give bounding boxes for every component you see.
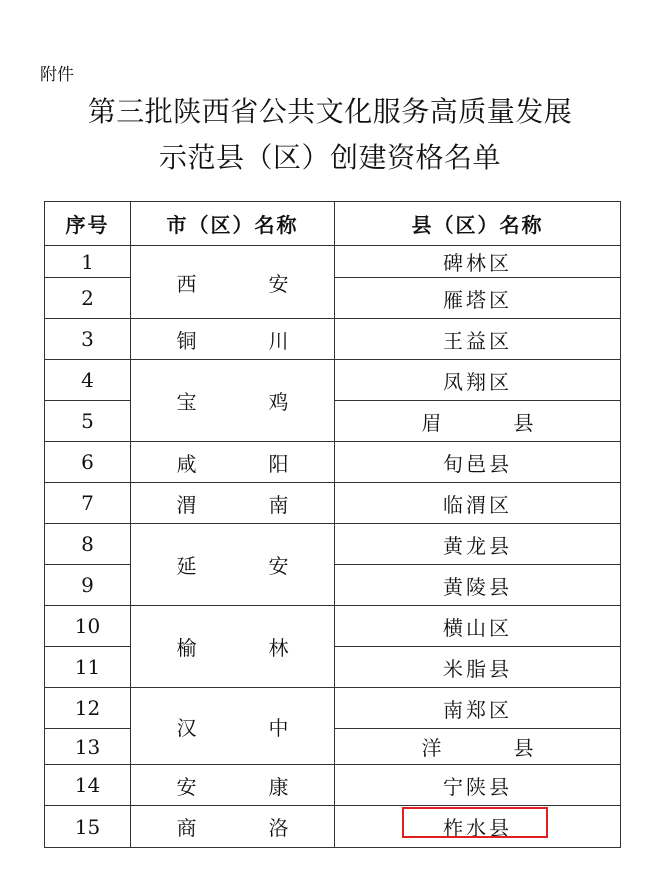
city-name: 渭 南 xyxy=(131,483,335,524)
row-number: 4 xyxy=(45,360,131,401)
attachment-label: 附件 xyxy=(40,65,74,85)
row-number: 11 xyxy=(45,647,131,688)
city-name: 延 安 xyxy=(131,524,335,606)
row-number: 7 xyxy=(45,483,131,524)
qualification-list-table xyxy=(44,201,621,848)
table-row xyxy=(45,524,621,565)
row-number: 5 xyxy=(45,401,131,442)
header-county: 县（区）名称 xyxy=(335,202,621,246)
county-name: 黄龙县 xyxy=(335,524,621,565)
county-name: 南郑区 xyxy=(335,688,621,729)
city-name: 汉 中 xyxy=(131,688,335,765)
row-number: 10 xyxy=(45,606,131,647)
county-name: 凤翔区 xyxy=(335,360,621,401)
county-name: 米脂县 xyxy=(335,647,621,688)
county-name: 洋 县 xyxy=(335,729,621,765)
row-number: 9 xyxy=(45,565,131,606)
row-number: 1 xyxy=(45,246,131,278)
city-name: 铜 川 xyxy=(131,319,335,360)
table-header-row xyxy=(45,202,621,246)
row-number: 13 xyxy=(45,729,131,765)
city-name: 宝 鸡 xyxy=(131,360,335,442)
county-name: 横山区 xyxy=(335,606,621,647)
county-name: 碑林区 xyxy=(335,246,621,278)
table-row xyxy=(45,483,621,524)
table-row xyxy=(45,319,621,360)
row-number: 3 xyxy=(45,319,131,360)
county-name: 宁陕县 xyxy=(335,765,621,806)
county-name: 旬邑县 xyxy=(335,442,621,483)
row-number: 8 xyxy=(45,524,131,565)
table-row xyxy=(45,765,621,806)
highlight-box xyxy=(402,807,548,838)
city-name: 商 洛 xyxy=(131,806,335,848)
county-name: 雁塔区 xyxy=(335,278,621,319)
city-name: 咸 阳 xyxy=(131,442,335,483)
city-name: 安 康 xyxy=(131,765,335,806)
county-name: 黄陵县 xyxy=(335,565,621,606)
header-number: 序号 xyxy=(45,202,131,246)
row-number: 2 xyxy=(45,278,131,319)
county-name: 临渭区 xyxy=(335,483,621,524)
county-name: 王益区 xyxy=(335,319,621,360)
table-row xyxy=(45,246,621,278)
page-title-line-2: 示范县（区）创建资格名单 xyxy=(158,141,501,174)
city-name: 榆 林 xyxy=(131,606,335,688)
table-row xyxy=(45,688,621,729)
row-number: 6 xyxy=(45,442,131,483)
table-row xyxy=(45,442,621,483)
county-name: 柞水县 xyxy=(335,806,621,848)
page-title-line-1: 第三批陕西省公共文化服务高质量发展 xyxy=(87,95,573,128)
city-name: 西 安 xyxy=(131,246,335,319)
county-name: 眉 县 xyxy=(335,401,621,442)
row-number: 12 xyxy=(45,688,131,729)
header-city: 市（区）名称 xyxy=(131,202,335,246)
table-row xyxy=(45,606,621,647)
table-row xyxy=(45,360,621,401)
row-number: 15 xyxy=(45,806,131,848)
row-number: 14 xyxy=(45,765,131,806)
